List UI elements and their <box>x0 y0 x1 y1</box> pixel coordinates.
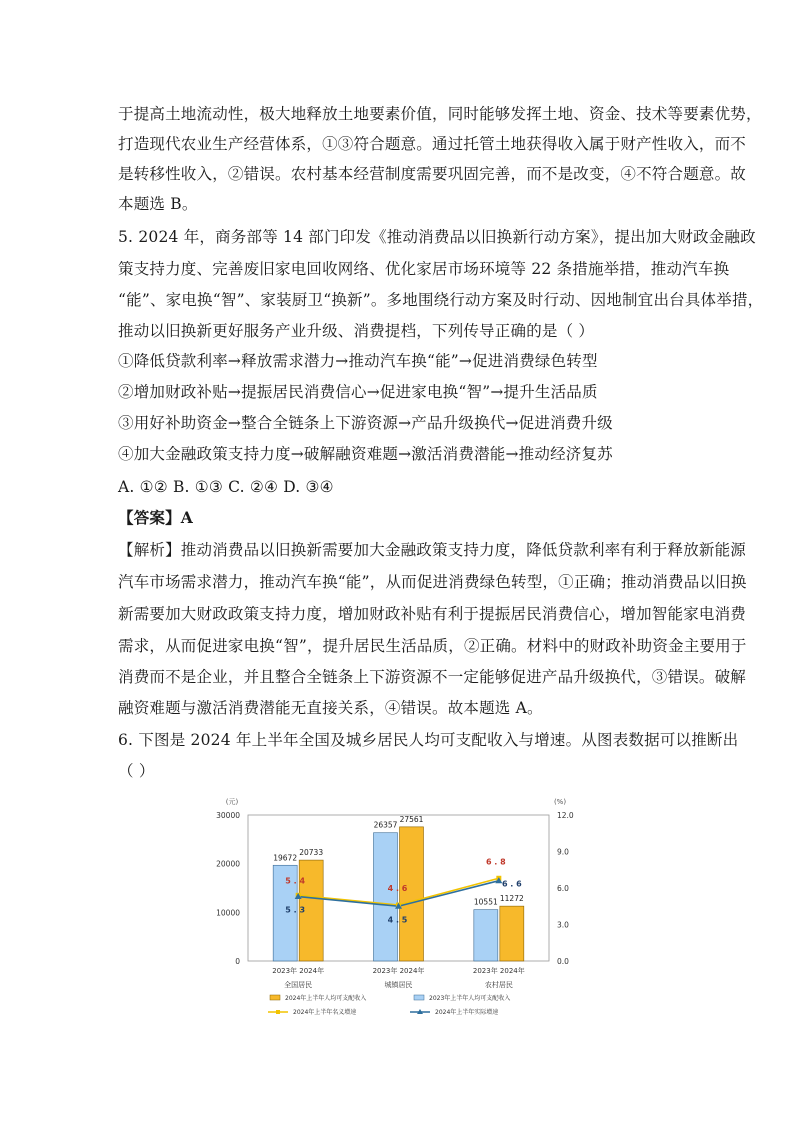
text-line: 推动以旧换新更好服务产业升级、消费提档，下列传导正确的是（ ） <box>118 322 595 340</box>
left-tick-label: 20000 <box>216 859 240 869</box>
option-statement-4: ④加大金融政策支持力度→破解融资难题→激活消费潜能→推动经济复苏 <box>118 445 613 463</box>
bar-2024 <box>400 827 424 961</box>
bar-2023-label: 26357 <box>373 820 398 830</box>
question-6-text: 6. 下图是 2024 年上半年全国及城乡居民人均可支配收入与增速。从图表数据可以推断出 <box>118 731 739 749</box>
legend-label-2023: 2023年上半年人均可支配收入 <box>429 995 511 1002</box>
bar-2024-label: 27561 <box>399 814 424 824</box>
answer-label: 【答案】A <box>118 508 194 527</box>
text-line: 是转移性收入，②错误。农村基本经营制度需要巩固完善，而不是改变，④不符合题意。故 <box>118 165 747 183</box>
right-tick-label: 0.0 <box>557 957 569 966</box>
legend-marker-nominal <box>276 1010 280 1014</box>
bar-2023 <box>374 833 398 961</box>
text-line: 汽车市场需求潜力，推动汽车换“能”，从而促进消费绿色转型，①正确；推动消费品以旧换 <box>118 573 747 591</box>
text-line: 打造现代农业生产经营体系，①③符合题意。通过托管土地获得收入属于财产性收入，而不 <box>118 135 747 153</box>
option-statement-3: ③用好补助资金→整合全链条上下游资源→产品升级换代→促进消费升级 <box>118 414 613 432</box>
bar-2024-label: 20733 <box>299 848 324 858</box>
option-statement-1: ①降低贷款利率→释放需求潜力→推动汽车换“能”→促进消费绿色转型 <box>118 352 598 370</box>
text-line: 需求，从而促进家电换“智”，提升居民生活品质，②正确。材料中的财政补助资金主要用于 <box>118 637 747 655</box>
nominal-growth-label: 4 . 6 <box>387 884 408 894</box>
category-year-label: 2023年 2024年 <box>372 967 425 975</box>
category-year-label: 2023年 2024年 <box>472 967 525 975</box>
nominal-growth-label: 6 . 8 <box>485 857 506 867</box>
text-line: 于提高土地流动性，极大地释放土地要素价值，同时能够发挥土地、资金、技术等要素优势， <box>118 105 762 123</box>
bar-2023-label: 19672 <box>273 853 298 863</box>
right-tick-label: 9.0 <box>557 847 569 857</box>
bar-2023-label: 10551 <box>473 897 498 907</box>
text-line: 消费而不是企业，并且整合全链条上下游资源不一定能够促进产品升级换代，③错误。破解 <box>118 668 747 686</box>
text-line: 策支持力度、完善废旧家电回收网络、优化家居市场环境等 22 条措施举措，推动汽车换 <box>118 260 730 278</box>
bar-2024-label: 11272 <box>499 894 524 904</box>
category-year-label: 2023年 2024年 <box>272 967 325 975</box>
text-line: “能”、家电换“智”、家装厨卫“换新”。多地围绕行动方案及时行动、因地制宜出台具体举措， <box>118 291 764 309</box>
text-line: （ ） <box>118 762 155 780</box>
text-line: 本题选 B。 <box>118 195 198 213</box>
category-label: 全国居民 <box>284 981 313 989</box>
text-line: 新需要加大财政政策支持力度，增加财政补贴有利于提振居民消费信心，增加智能家电消费 <box>118 605 747 623</box>
legend-swatch-2023 <box>414 995 424 1000</box>
legend-label-real: 2024年上半年实际增速 <box>435 1009 499 1016</box>
right-tick-label: 6.0 <box>557 884 569 893</box>
left-tick-label: 0 <box>235 957 240 966</box>
income-chart <box>196 790 596 1026</box>
question-5-text: 5. 2024 年，商务部等 14 部门印发《推动消费品以旧换新行动方案》，提出加大财政金融政 <box>118 228 756 246</box>
right-axis-unit: (%) <box>553 798 567 806</box>
real-growth-label: 4 . 5 <box>387 915 408 925</box>
left-tick-label: 30000 <box>216 811 240 820</box>
option-statement-2: ②增加财政补贴→提振居民消费信心→促进家电换“智”→提升生活品质 <box>118 383 598 401</box>
category-label: 城镇居民 <box>384 981 413 989</box>
legend-label-2024: 2024年上半年人均可支配收入 <box>285 995 367 1002</box>
nominal-growth-label: 5 . 4 <box>285 876 306 886</box>
text-line: 融资难题与激活消费潜能无直接关系，④错误。故本题选 A。 <box>118 699 543 717</box>
legend-label-nominal: 2024年上半年名义增速 <box>293 1009 357 1016</box>
left-tick-label: 10000 <box>216 908 240 918</box>
real-growth-label: 5 . 3 <box>285 905 306 915</box>
bar-2024 <box>500 906 524 961</box>
right-tick-label: 3.0 <box>557 920 569 930</box>
real-growth-label: 6 . 6 <box>501 879 522 889</box>
chart-svg <box>196 790 596 1026</box>
left-axis-unit: (元) <box>225 798 239 806</box>
category-label: 农村居民 <box>484 981 513 989</box>
answer-choices: A. ①② B. ①③ C. ②④ D. ③④ <box>118 478 334 496</box>
bar-2023 <box>474 910 498 961</box>
right-tick-label: 12.0 <box>557 811 574 820</box>
analysis-text: 【解析】推动消费品以旧换新需要加大金融政策支持力度，降低贷款利率有利于释放新能源 <box>118 541 747 559</box>
legend-swatch-2024 <box>270 995 280 1000</box>
